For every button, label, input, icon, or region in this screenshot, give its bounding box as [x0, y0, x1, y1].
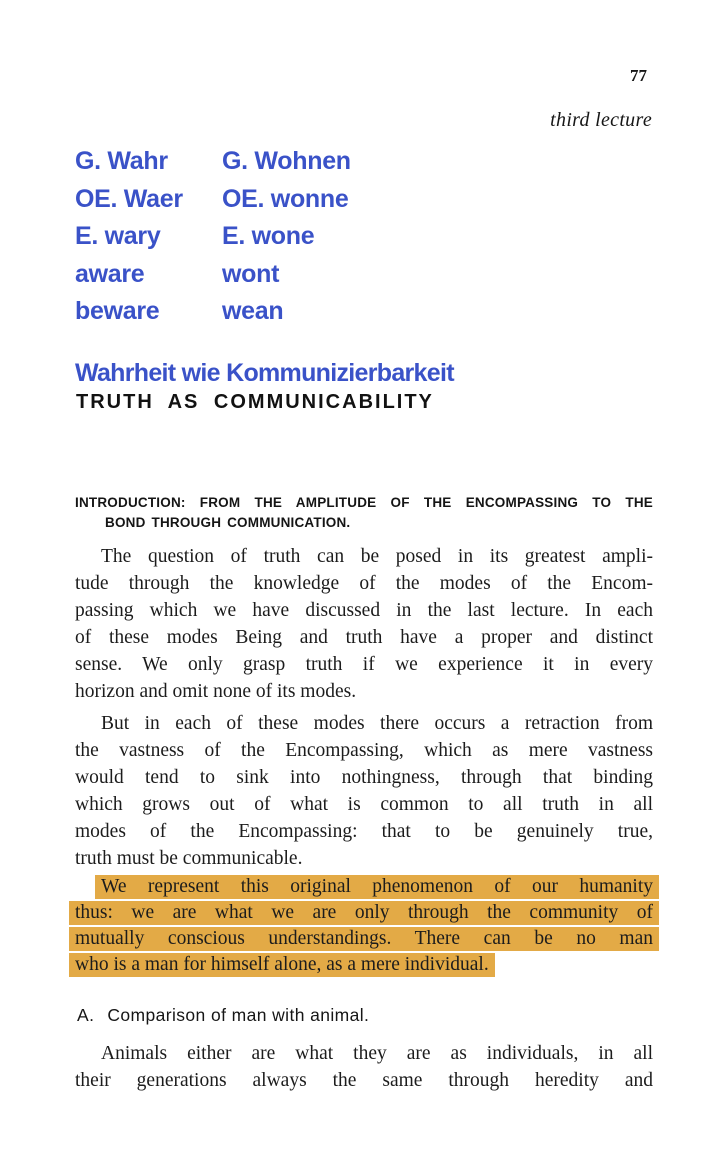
- text-line: would tend to sink into nothingness, through that binding: [75, 767, 653, 788]
- text-line: tude through the knowledge of the modes of the Encom-: [75, 573, 653, 594]
- text-line: passing which we have discussed in the last lecture. In each: [75, 600, 653, 621]
- annotation-word: OE. Waer: [75, 184, 183, 213]
- text-line: The question of truth can be posed in its greatest ampli-: [101, 546, 653, 567]
- annotation-word: E. wone: [222, 222, 315, 250]
- word-column-left: [75, 143, 222, 331]
- highlight-mark: who is a man for himself alone, as a mere individual.: [69, 953, 495, 977]
- german-chapter-title: Wahrheit wie Kommunizierbarkeit: [75, 359, 454, 387]
- text-line: horizon and omit none of its modes.: [75, 681, 357, 702]
- section-intro-heading: [75, 493, 653, 532]
- highlighted-paragraph: [75, 874, 653, 978]
- annotation-word-list: [75, 143, 351, 331]
- paragraph-3: [75, 1040, 653, 1094]
- page-number: 77: [630, 66, 647, 85]
- highlight-mark: mutually conscious understandings. There can be no man: [69, 927, 659, 951]
- heading-line: INTRODUCTION: FROM THE AMPLITUDE OF THE ENCOMPASSING TO THE: [75, 495, 653, 510]
- highlight-line: [75, 900, 653, 926]
- heading-line: BOND THROUGH COMMUNICATION.: [105, 514, 351, 530]
- annotation-word: beware: [75, 297, 160, 325]
- chapter-title: TRUTH AS COMMUNICABILITY: [76, 391, 434, 413]
- text-line: which grows out of what is common to all truth in all: [75, 794, 653, 815]
- word-column-right: [222, 143, 351, 331]
- text-line: of these modes Being and truth have a proper and distinct: [75, 627, 653, 648]
- paragraph-2: [75, 710, 653, 872]
- text-line: sense. We only grasp truth if we experience it in every: [75, 654, 653, 675]
- highlight-mark: thus: we are what we are only through the community of: [69, 901, 659, 925]
- annotation-word: G. Wahr: [75, 147, 168, 175]
- annotation-word: wean: [222, 297, 284, 325]
- text-line: But in each of these modes there occurs a retraction from: [101, 713, 653, 734]
- annotation-word: E. wary: [75, 222, 161, 250]
- annotation-word: aware: [75, 259, 145, 288]
- subsection-label: A.: [77, 1005, 95, 1025]
- text-line: Animals either are what they are as individuals, in all: [101, 1043, 653, 1064]
- annotation-word: G. Wohnen: [222, 147, 351, 175]
- text-line: their generations always the same through heredity and: [75, 1070, 653, 1091]
- subsection-text: Comparison of man with animal.: [107, 1005, 370, 1025]
- annotation-word: wont: [222, 259, 280, 288]
- running-header: third lecture: [550, 109, 652, 131]
- highlight-mark: We represent this original phenomenon of our humanity: [95, 875, 659, 899]
- text-line: modes of the Encompassing: that to be genuinely true,: [75, 821, 653, 842]
- highlight-line: [75, 952, 653, 978]
- highlight-line: [75, 874, 653, 900]
- highlight-line: [75, 926, 653, 952]
- text-line: the vastness of the Encompassing, which as mere vastness: [75, 740, 653, 761]
- paragraph-1: [75, 543, 653, 705]
- subsection-heading: [77, 1005, 369, 1026]
- annotation-word: OE. wonne: [222, 184, 349, 213]
- text-line: truth must be communicable.: [75, 848, 303, 869]
